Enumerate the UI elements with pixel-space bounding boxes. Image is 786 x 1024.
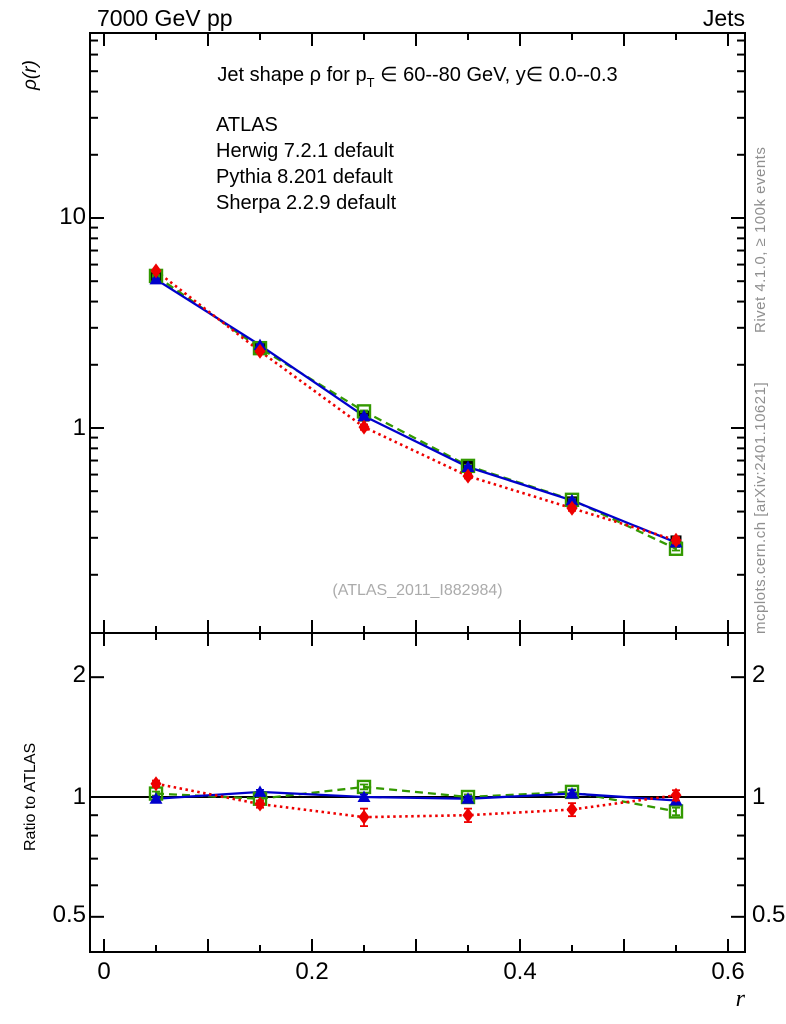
series-points-atlas — [151, 272, 682, 546]
pythia-marker-icon — [124, 163, 180, 191]
xtick-04: 0.4 — [503, 958, 537, 985]
plot-title-post: ∈ 60--80 GeV, y∈ 0.0--0.3 — [374, 64, 618, 86]
legend-item-sherpa — [124, 189, 396, 217]
legend-item-atlas — [124, 111, 278, 139]
y-axis-label-ratio: Ratio to ATLAS — [22, 742, 39, 851]
panel-main — [150, 263, 683, 554]
beam-energy-label: 7000 GeV pp — [97, 5, 233, 31]
series-points-sherpa — [151, 776, 682, 826]
atlas-marker-icon — [124, 111, 180, 139]
series-points-sherpa — [151, 263, 682, 547]
plot-title-pre: Jet shape ρ for p — [217, 64, 367, 86]
legend-label-pythia: Pythia 8.201 default — [216, 165, 393, 188]
ytick-main-10: 10 — [59, 203, 86, 230]
ytick-ratio-left-2: 2 — [72, 661, 86, 688]
legend-item-herwig — [124, 137, 394, 165]
legend-item-pythia — [124, 163, 393, 191]
legend-label-sherpa: Sherpa 2.2.9 default — [216, 191, 397, 214]
xtick-0: 0 — [97, 958, 111, 985]
plot-title — [90, 62, 745, 90]
series-line-pythia — [156, 279, 676, 542]
y-axis-label-main: ρ(r) — [20, 60, 41, 90]
sherpa-marker-icon — [124, 189, 180, 217]
mcplots-arxiv-label: mcplots.cern.ch [arXiv:2401.10621] — [752, 381, 769, 634]
ytick-ratio-left-1: 1 — [72, 783, 86, 810]
x-axis-label: r — [735, 986, 745, 1012]
plot-title-subscript: T — [366, 75, 375, 90]
xtick-06: 0.6 — [711, 958, 745, 985]
series-line-sherpa — [156, 271, 676, 540]
xtick-02: 0.2 — [295, 958, 329, 985]
legend-label-atlas: ATLAS — [216, 113, 278, 136]
series-points-herwig — [150, 781, 682, 817]
ytick-main-1: 1 — [72, 414, 86, 441]
panel-ratio — [90, 776, 745, 826]
process-label: Jets — [702, 5, 745, 31]
ytick-ratio-right-2: 2 — [752, 661, 766, 688]
herwig-marker-icon — [124, 137, 180, 165]
series-line-sherpa — [156, 784, 676, 817]
ytick-ratio-right-05: 0.5 — [752, 901, 786, 928]
series-line-herwig — [156, 276, 676, 549]
legend-label-herwig: Herwig 7.2.1 default — [216, 139, 394, 162]
analysis-id-watermark: (ATLAS_2011_I882984) — [332, 582, 503, 599]
series-points-pythia — [150, 273, 683, 548]
rivet-version-label: Rivet 4.1.0, ≥ 100k events — [752, 146, 769, 333]
ytick-ratio-left-05: 0.5 — [52, 901, 86, 928]
ytick-ratio-right-1: 1 — [752, 783, 766, 810]
